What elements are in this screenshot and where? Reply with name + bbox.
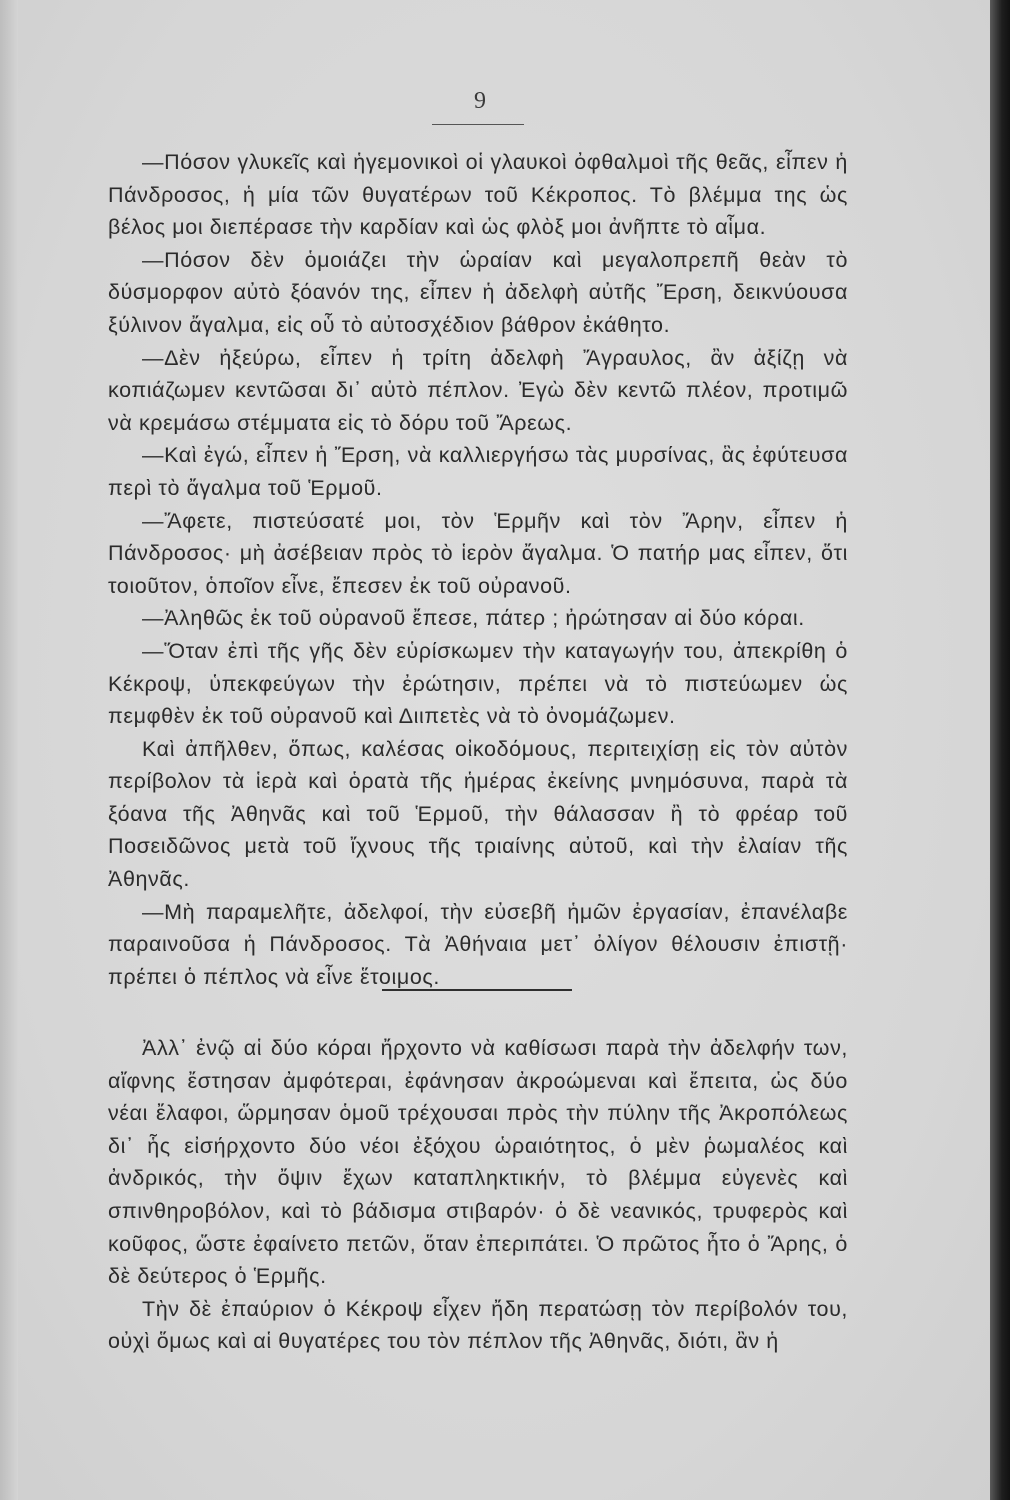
section-divider — [382, 989, 572, 991]
page-number: 9 — [474, 88, 486, 114]
paragraph: —Ὅταν ἐπὶ τῆς γῆς δὲν εὑρίσκωμεν τὴν καταγωγήν του, ἀπεκρίθη ὁ Κέκροψ, ὑπεκφεύγων τὴν ἐρώτησιν, πρέπει νὰ τὸ πιστεύωμεν ὡς πεμφθὲν ἐκ τοῦ οὐρανοῦ καὶ Διιπετὲς νὰ τὸ ὀνομάζωμεν. — [108, 638, 848, 729]
book-edge-shadow — [990, 0, 1010, 1500]
page-gutter — [0, 0, 18, 1500]
paragraph: Τὴν δὲ ἐπαύριον ὁ Κέκροψ εἶχεν ἤδη περατώσῃ τὸν περίβολόν του, οὐχὶ ὅμως καὶ αἱ θυγατέρες του τὸν πέπλον τῆς Ἀθηνᾶς, διότι, ἂν ἡ — [108, 1296, 848, 1354]
paragraph: Καὶ ἀπῆλθεν, ὅπως, καλέσας οἰκοδόμους, περιτειχίσῃ εἰς τὸν αὐτὸν περίβολον τὰ ἱερὰ καὶ ὁρατὰ τῆς ἡμέρας ἐκείνης μνημόσυνα, παρὰ τὰ ξόανα τῆς Ἀθηνᾶς καὶ τοῦ Ἑρμοῦ, τὴν θάλασσαν ἢ τὸ φρέαρ τοῦ Ποσειδῶνος μετὰ τοῦ ἴχνους τῆς τριαίνης αὐτοῦ, καὶ τὴν ἐλαίαν τῆς Ἀθηνᾶς. — [108, 736, 848, 892]
paragraph: —Μὴ παραμελῆτε, ἀδελφοί, τὴν εὐσεβῆ ἡμῶν ἐργασίαν, ἐπανέλαβε παραινοῦσα ἡ Πάνδροσος. Τὰ Ἀθήναια μετ᾽ ὀλίγον θέλουσιν ἐπιστῇ· πρέπει ὁ πέπλος νὰ εἶνε ἕτοιμος. — [108, 899, 848, 989]
page-number-rule — [432, 124, 524, 125]
paragraph: —Πόσον γλυκεῖς καὶ ἡγεμονικοὶ οἱ γλαυκοὶ ὀφθαλμοὶ τῆς θεᾶς, εἶπεν ἡ Πάνδροσος, ἡ μία τῶν θυγατέρων τοῦ Κέκροπος. Τὸ βλέμμα της ὡς βέλος μοι διεπέρασε τὴν καρδίαν καὶ ὡς φλὸξ μοι ἀνῆπτε τὸ αἷμα. — [108, 150, 848, 240]
paragraph: —Δὲν ἠξεύρω, εἶπεν ἡ τρίτη ἀδελφὴ Ἄγραυλος, ἂν ἀξίζῃ νὰ κοπιάζωμεν κεντῶσαι δι᾽ αὐτὸ πέπλον. Ἐγὼ δὲν κεντῶ πλέον, προτιμῶ νὰ κρεμάσω στέμματα εἰς τὸ δόρυ τοῦ Ἄρεως. — [108, 345, 848, 435]
paragraph: Ἀλλ᾽ ἐνῷ αἱ δύο κόραι ἤρχοντο νὰ καθίσωσι παρὰ τὴν ἀδελφήν των, αἴφνης ἔστησαν ἀμφότεραι, ἐφάνησαν ἀκροώμεναι καὶ ἔπειτα, ὡς δύο νέαι ἔλαφοι, ὥρμησαν ὁμοῦ τρέχουσαι πρὸς τὴν πύλην τῆς Ἀκροπόλεως δι᾽ ἧς εἰσήρχοντο δύο νέοι ἐξόχου ὡραιότητος, ὁ μὲν ῥωμαλέος καὶ ἀνδρικός, τὴν ὄψιν ἔχων καταπληκτικήν, τὸ βλέμμα εὐγενὲς καὶ σπινθηροβόλον, καὶ τὸ βάδισμα στιβαρόν· ὁ δὲ νεανικός, τρυφερὸς καὶ κοῦφος, ὥστε ἐφαίνετο πετῶν, ὅταν ἐπεριπάτει. Ὁ πρῶτος ἦτο ὁ Ἄρης, ὁ δὲ δεύτερος ὁ Ἑρμῆς. — [108, 1036, 848, 1289]
text-section-1 — [108, 146, 848, 993]
text-section-2 — [108, 1032, 848, 1358]
paragraph: —Ἄφετε, πιστεύσατέ μοι, τὸν Ἑρμῆν καὶ τὸν Ἄρην, εἶπεν ἡ Πάνδροσος· μὴ ἀσέβειαν πρὸς τὸ ἱερὸν ἄγαλμα. Ὁ πατήρ μας εἶπεν, ὅτι τοιοῦτον, ὁποῖον εἶνε, ἔπεσεν ἐκ τοῦ οὐρανοῦ. — [108, 508, 848, 598]
paragraph: —Ἀληθῶς ἐκ τοῦ οὐρανοῦ ἔπεσε, πάτερ ; ἠρώτησαν αἱ δύο κόραι. — [142, 606, 805, 631]
paragraph: —Καὶ ἐγώ, εἶπεν ἡ Ἔρση, νὰ καλλιεργήσω τὰς μυρσίνας, ἃς ἐφύτευσα περὶ τὸ ἄγαλμα τοῦ Ἑρμοῦ. — [108, 443, 848, 500]
paragraph: —Πόσον δὲν ὁμοιάζει τὴν ὡραίαν καὶ μεγαλοπρεπῆ θεὰν τὸ δύσμορφον αὐτὸ ξόανόν της, εἶπεν ἡ ἀδελφὴ αὐτῆς Ἔρση, δεικνύουσα ξύλινον ἄγαλμα, εἰς οὗ τὸ αὐτοσχέδιον βάθρον ἐκάθητο. — [108, 247, 848, 337]
